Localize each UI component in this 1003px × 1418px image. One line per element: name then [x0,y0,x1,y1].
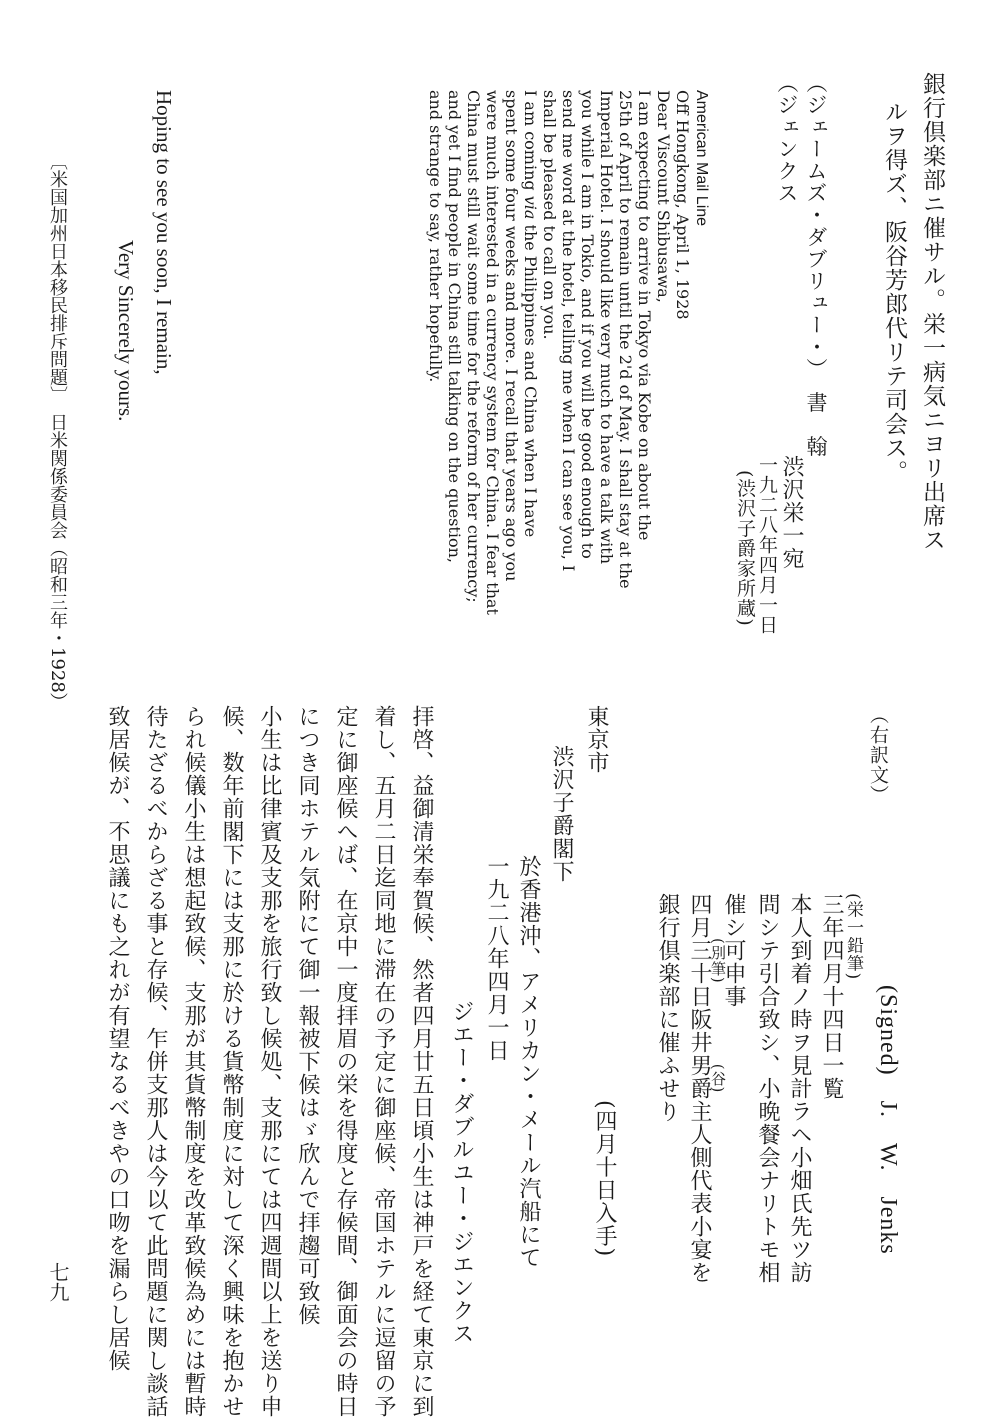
note-label: (栄一鉛筆) [843,893,863,981]
p2-rest: the Philippines and China when I have [521,219,540,538]
note-line-2: 本人到着ノ時ヲ見計ラヘ小畑氏先ツ訪 [787,893,812,1284]
note-line-3: 問シテ引合致シ、小晩餐会ナリトモ相 [755,893,780,1284]
separate-note-label: (別筆) (谷) [709,938,727,1094]
letter-salutation: Dear Viscount Shibusawa, [654,90,673,303]
address-city: 東京市 [584,705,609,774]
body-line: 拝啓、益御清栄奉賀候、然者四月廿五日頃小生は神戸を経て東京に到 [409,705,434,1418]
p2-line: and yet I find people in China still talking on the question, [445,90,464,563]
addressee-line: 渋沢栄一宛 [779,455,804,570]
p1-line: 25th of April to remain until the 2'd of May. I shall stay at the [616,90,635,589]
p1-line: Imperial Hotel. I should like very much to have a talk with [597,90,616,565]
note-line-1: 三年四月十四日一覧 [819,893,844,1100]
sender-date: 一九二八年四月一日 [484,855,509,1062]
body-line: 致居候が、不思議にも之れが有望なるべきやの口吻を漏らし居候 [105,705,130,1372]
letter-date: 一九二八年四月一日 [756,455,778,635]
sender-place: 於香港沖、アメリカン・メール汽船にて [516,855,541,1269]
translation-heading: （右訳文） [867,705,889,805]
letter-title-sub: （ジェンクス [775,72,799,204]
english-closing [90,60,180,510]
body-line: 待たざるべからざる事と存候、乍併支那人は今以て此問題に関し談話 [143,705,168,1418]
source-note: (渋沢子爵家所蔵) [734,470,756,627]
closing-line-2: Very Sincerely yours. [114,240,138,422]
closing-line-1: Hoping to see you soon, I remain, [152,90,176,375]
body-line: られ候儀小生は想起致候、支那が其貨幣制度を改革致候為めには暫時 [181,705,206,1418]
p1-line: shall be pleased to call on you. [540,90,559,340]
sender-name: ジエー・ダブルユー・ジエンクス [449,1000,474,1345]
body-line: 定に御座候へば、在京中一度拝眉の栄を得度と存候間、御面会の時日 [333,705,358,1418]
letter-title: （ジェームズ・ダブリュー・） 書 翰 [804,72,828,458]
p2-line: were much interested in a currency system for China. I fear that [483,90,502,615]
page-number: 七九 [46,1262,70,1302]
separate-note-line-1: 四月三十日阪井男爵主人側代表小宴を [687,893,712,1284]
body-line: 着し、五月二日迄同地に滞在の予定に御座候、帝国ホテルに逗留の予 [371,705,396,1418]
intro-line-1: 銀行倶楽部ニ催サル。栄一病気ニヨリ出席ス [919,72,945,552]
letter-place-date: Off Hongkong, April 1, 1928 [673,90,692,320]
p2-start: I am coming [521,90,540,196]
note-line-4: 催シ可申事 [721,893,746,1008]
body-line: につき同ホテル気附にて御一報被下候はゞ欣んで拝趨可致候 [295,705,320,1326]
address-name: 渋沢子爵閣下 [549,745,574,883]
body-line: 候、数年前閣下には支那に於ける貨幣制度に対して深く興味を抱かせ [219,705,244,1418]
p2-line: China must still wait some time for the reform of her currency; [464,90,483,603]
p2-first-line [521,90,540,690]
body-line: 小生は比律賓及支那を旅行致し候処、支那にては四週間以上を送り申 [257,705,282,1418]
p2-via: via [521,195,540,220]
signed-line: (Signed) J. W. Jenks [875,985,901,1255]
p2-line: and strange to say, rather hopefully. [426,90,445,383]
separate-note-line-2: 銀行倶楽部に催ふせり [655,893,680,1123]
received-date: (四月十日入手) [592,1100,617,1258]
intro-line-2: ルヲ得ズ、阪谷芳郎代リテ司会ス。 [881,100,907,484]
p2-line: spent some four weeks and more. I recall that years ago you [502,90,521,582]
english-letter [130,70,730,630]
p1-line: I am expecting to arrive in Tokyo via Kobe on about the [635,90,654,541]
letter-company: American Mail Line [693,90,710,227]
running-header: 〔米国加州日本移民排斥問題〕 日米関係委員会（昭和三年・1928） [47,152,68,711]
p1-line: send me word at the hotel, telling me when I can see you, I [559,90,578,572]
p1-line: you while I am in Tokio, and if you will be good enough to [578,90,597,559]
